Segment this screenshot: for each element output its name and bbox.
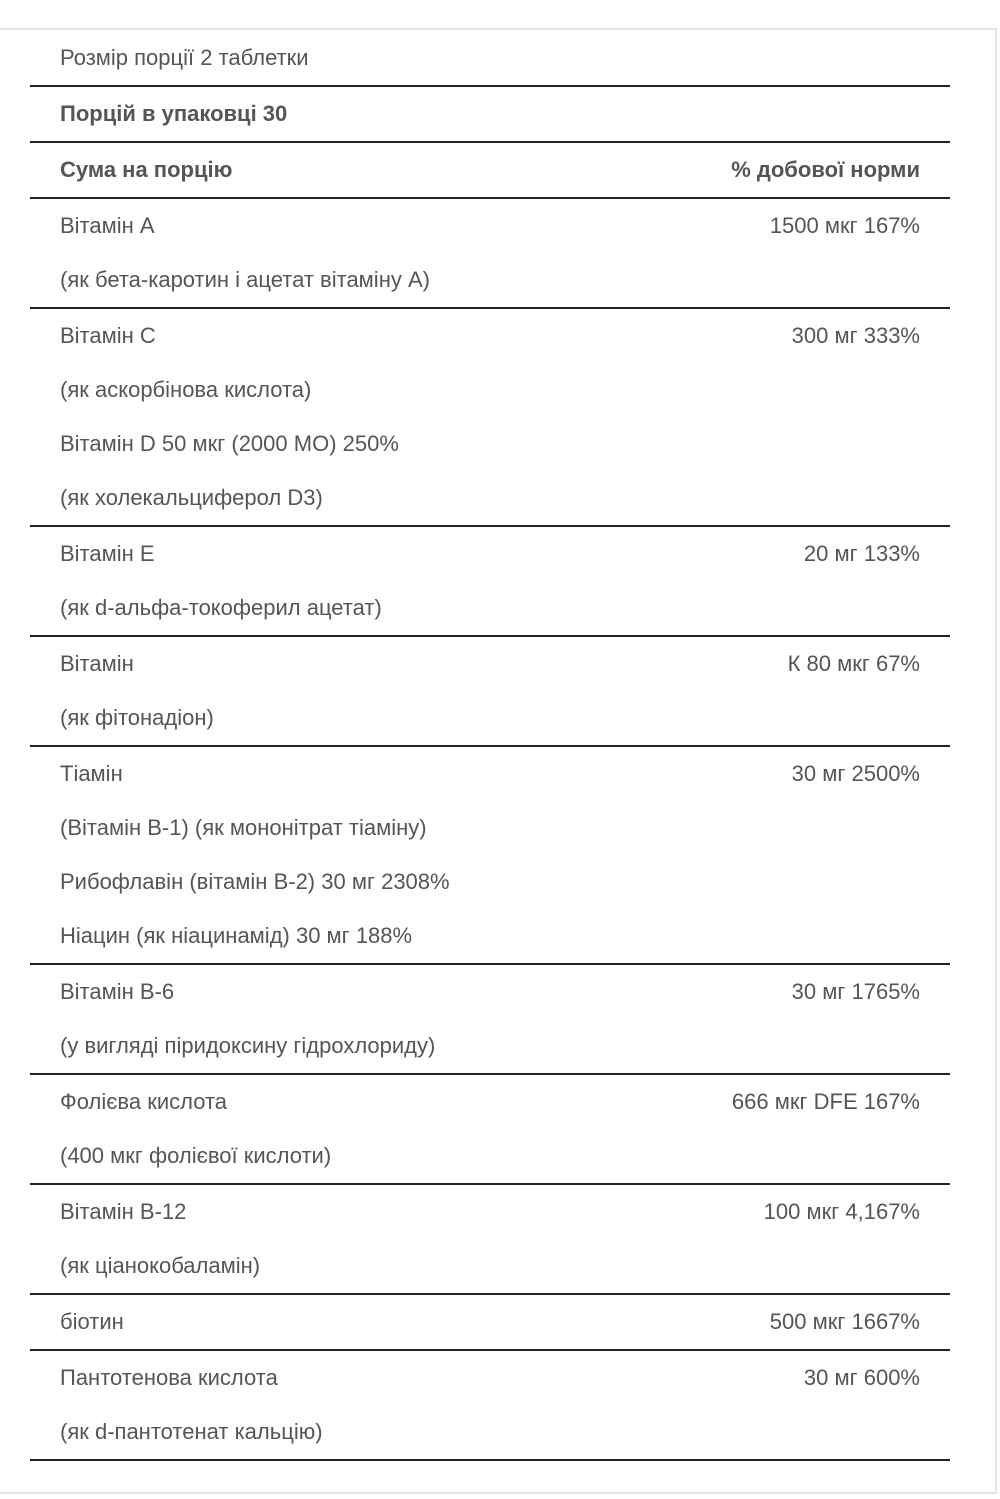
nutrient-amount: 30 мг 600%	[803, 1365, 920, 1390]
nutrient-name: Вітамін Е	[60, 541, 155, 566]
nutrient-name: Вітамін В-12	[60, 1199, 187, 1224]
supplement-facts-table	[30, 31, 950, 1461]
serving-size-text: Розмір порції 2 таблетки	[60, 45, 309, 70]
nutrient-note: (як фітонадіон)	[60, 705, 214, 730]
nutrient-name: Пантотенова кислота	[60, 1365, 278, 1390]
nutrient-name: Вітамін В-6	[60, 979, 175, 1004]
nutrient-note: (у вигляді піридоксину гідрохлориду)	[60, 1033, 436, 1058]
nutrient-name: біотин	[60, 1309, 124, 1334]
nutrient-amount: 300 мг 333%	[791, 323, 920, 348]
nutrient-amount: К 80 мкг 67%	[787, 651, 920, 676]
nutrient-note: Ніацин (як ніацинамід) 30 мг 188%	[60, 923, 413, 948]
nutrient-amount: 1500 мкг 167%	[769, 213, 920, 238]
column-header-row	[30, 143, 950, 199]
amount-per-serving-header: Сума на порцію	[60, 157, 233, 182]
nutrient-amount: 100 мкг 4,167%	[763, 1199, 920, 1224]
nutrient-note: (як аскорбінова кислота)	[60, 377, 312, 402]
nutrient-row	[30, 965, 950, 1075]
nutrient-note: (Вітамін В-1) (як мононітрат тіаміну)	[60, 815, 427, 840]
daily-value-header: % добової норми	[731, 157, 920, 182]
nutrient-note: (як ціанокобаламін)	[60, 1253, 261, 1278]
nutrient-row	[30, 1351, 950, 1461]
nutrient-row	[30, 527, 950, 637]
nutrient-row	[30, 637, 950, 747]
nutrient-note: (як d-альфа-токоферил ацетат)	[60, 595, 382, 620]
nutrient-name: Вітамін	[60, 651, 134, 676]
nutrient-name: Тіамін	[60, 761, 123, 786]
nutrient-row	[30, 199, 950, 309]
nutrient-amount: 30 мг 2500%	[791, 761, 920, 786]
nutrient-note: (як холекальциферол D3)	[60, 485, 323, 510]
nutrient-amount: 666 мкг DFE 167%	[731, 1089, 920, 1114]
nutrient-note: Вітамін D 50 мкг (2000 МО) 250%	[60, 431, 399, 456]
nutrient-amount: 500 мкг 1667%	[769, 1309, 920, 1334]
serving-size-row	[30, 31, 950, 87]
nutrient-note: Рибофлавін (вітамін В-2) 30 мг 2308%	[60, 869, 450, 894]
servings-per-container-row	[30, 87, 950, 143]
nutrient-row	[30, 309, 950, 527]
nutrient-row	[30, 1075, 950, 1185]
nutrient-name: Фолієва кислота	[60, 1089, 228, 1114]
nutrient-row	[30, 1295, 950, 1351]
nutrient-amount: 20 мг 133%	[803, 541, 920, 566]
nutrient-amount: 30 мг 1765%	[791, 979, 920, 1004]
nutrient-note: (400 мкг фолієвої кислоти)	[60, 1143, 332, 1168]
nutrient-name: Вітамін С	[60, 323, 156, 348]
servings-per-container-text: Порцій в упаковці 30	[60, 101, 288, 126]
nutrient-list	[30, 199, 950, 1461]
nutrient-row	[30, 747, 950, 965]
nutrient-note: (як бета-каротин і ацетат вітаміну А)	[60, 267, 430, 292]
nutrient-name: Вітамін А	[60, 213, 155, 238]
nutrient-row	[30, 1185, 950, 1295]
nutrient-note: (як d-пантотенат кальцію)	[60, 1419, 323, 1444]
